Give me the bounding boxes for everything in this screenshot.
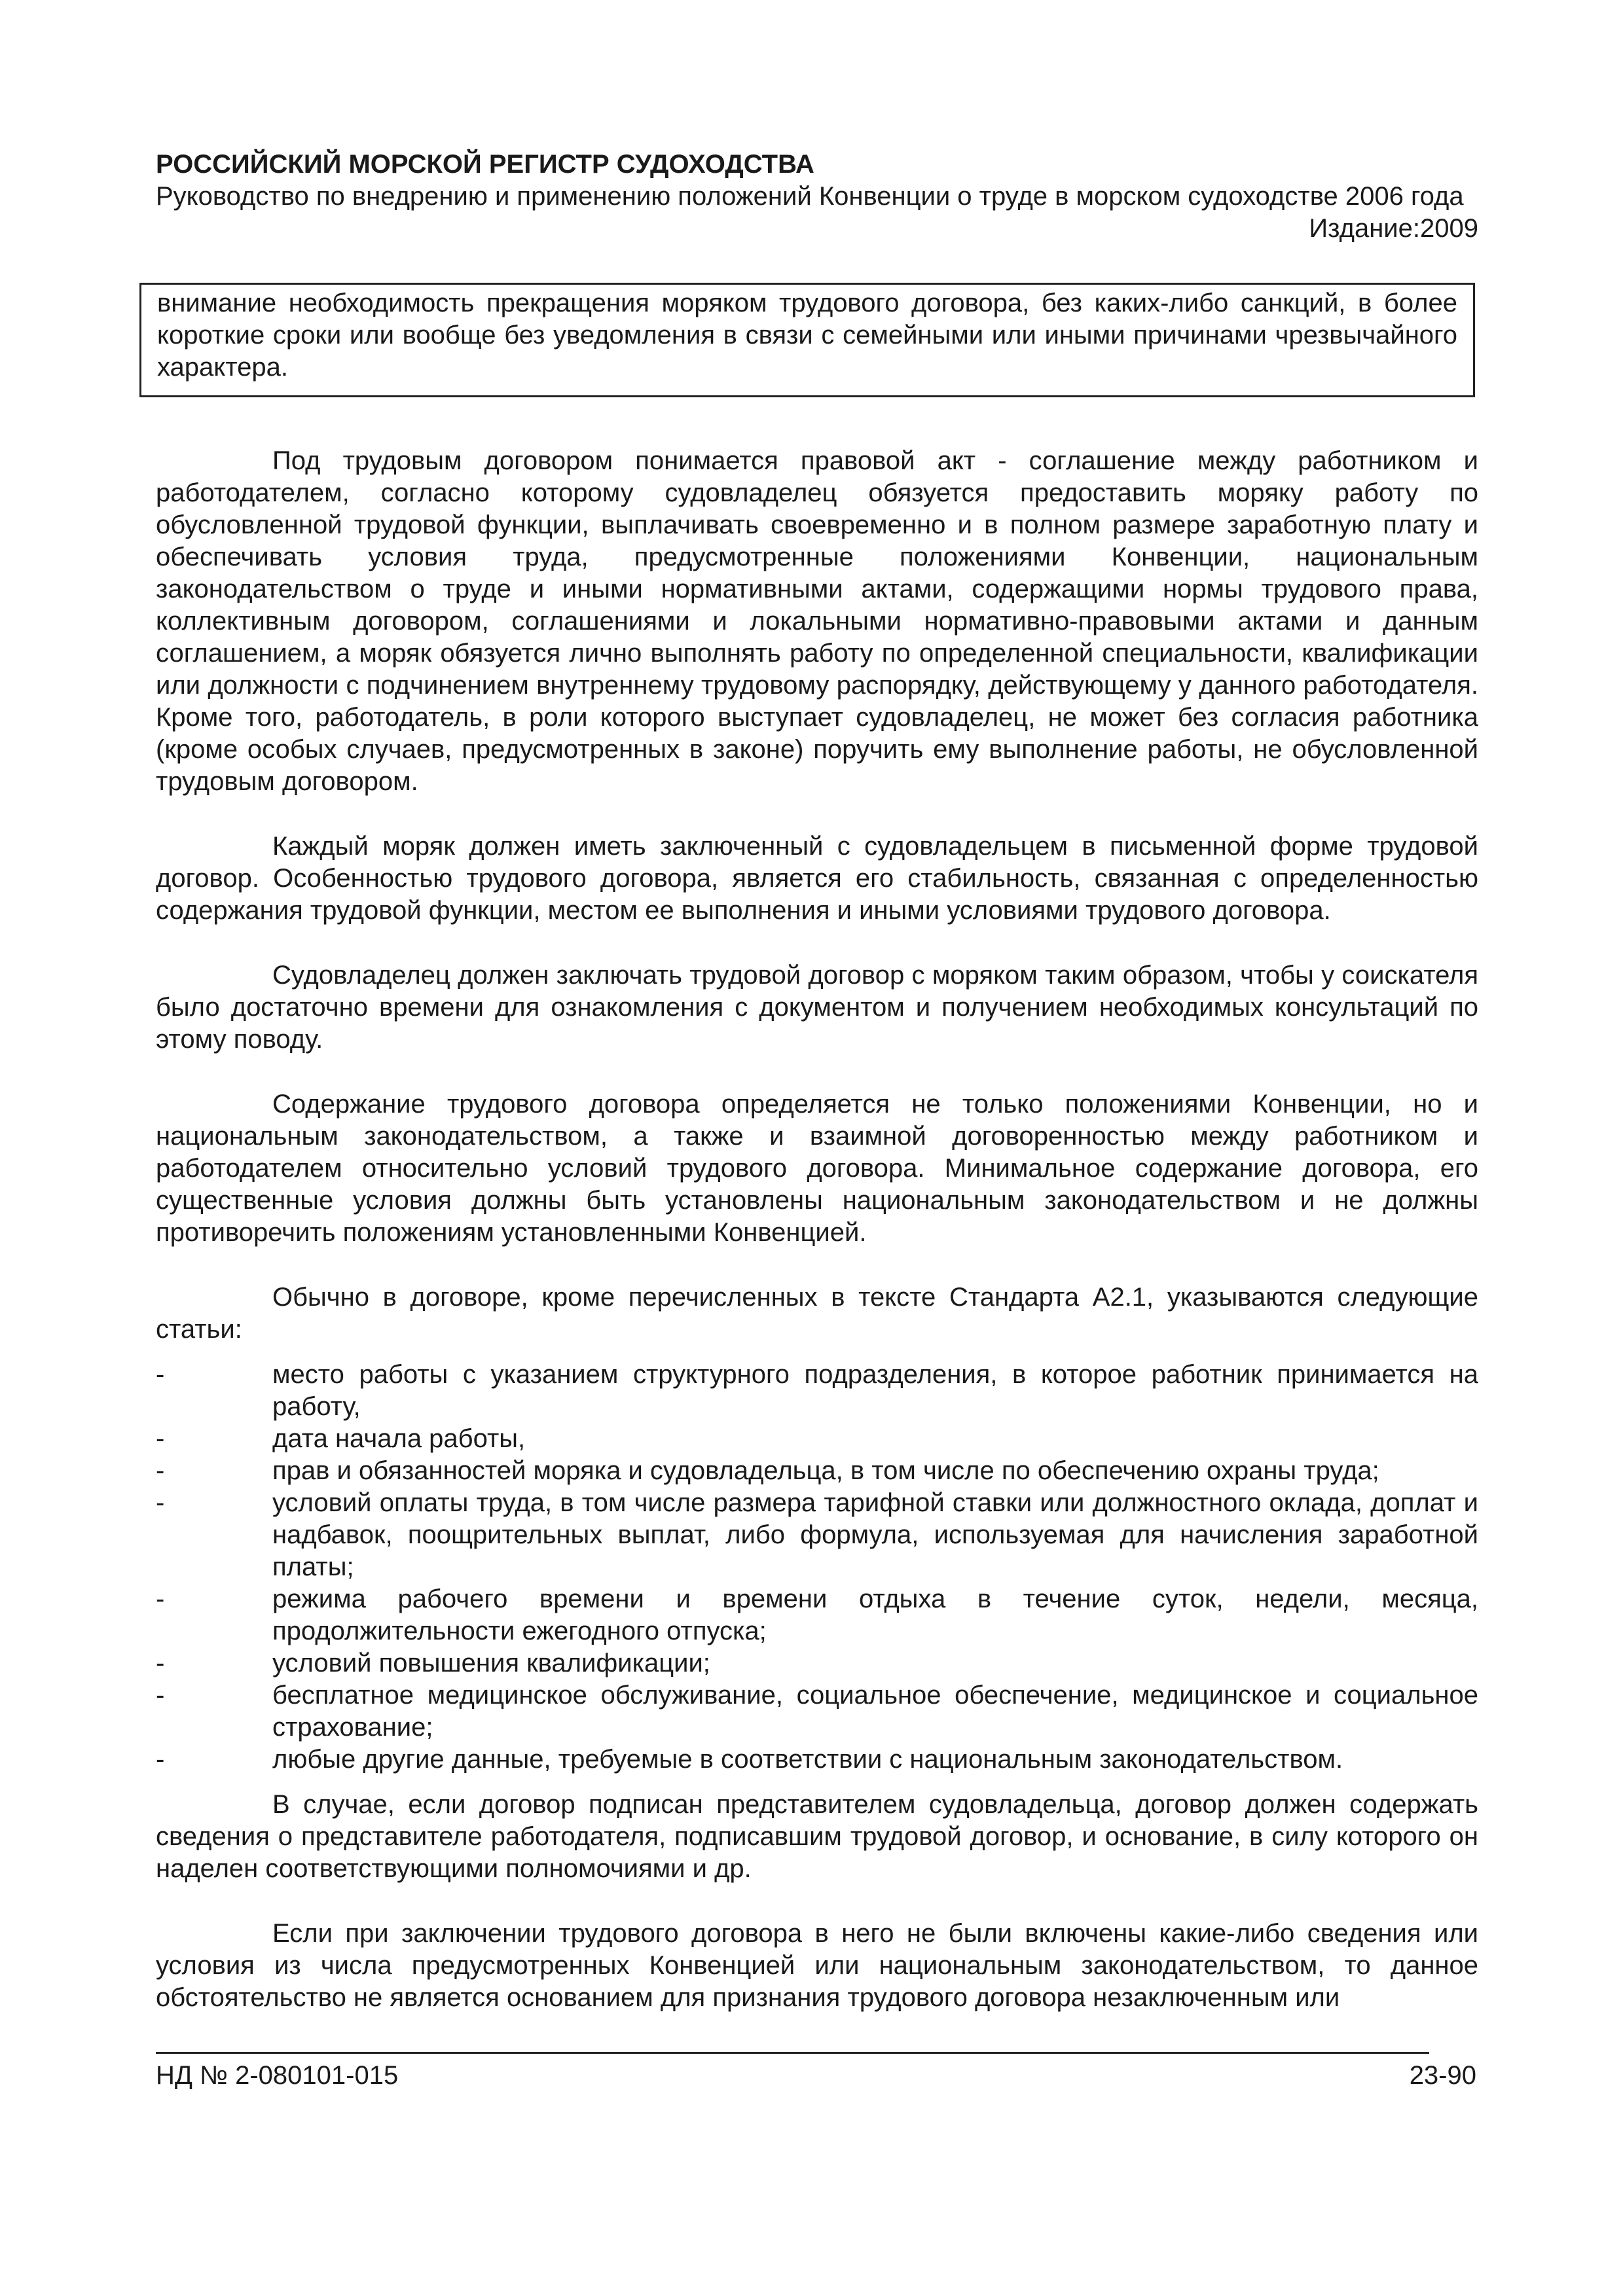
list-dash: - <box>156 1424 165 1453</box>
contract-articles-list <box>156 1359 1478 1776</box>
boxed-text: внимание необходимость прекращения моряком трудового договора, без каких-либо санкций, в более короткие сроки или вообще без уведомления в связи с семейными или иными причинами чрезвычайного характера. <box>139 283 1475 397</box>
page-header <box>156 148 1478 245</box>
list-dash: - <box>156 1456 165 1485</box>
list-item-text: прав и обязанностей моряка и судовладельца, в том числе по обеспечению охраны труда; <box>272 1456 1379 1485</box>
document-subtitle: Руководство по внедрению и применению положений Конвенции о труде в морском судоходстве 2006 года <box>156 182 1464 211</box>
paragraph-4: Содержание трудового договора определяется не только положениями Конвенции, но и национальным законодательством, а также и взаимной договоренностью между работником и работодателем относительно условий трудового договора. Минимальное содержание договора, его существенные условия должны быть установлены национальным законодательством и не должны противоречить положениям установленными Конвенцией. <box>156 1090 1478 1247</box>
list-item <box>156 1679 1478 1744</box>
list-item <box>156 1583 1478 1647</box>
list-item-text: условий повышения квалификации; <box>272 1649 710 1677</box>
list-item <box>156 1455 1478 1487</box>
list-dash: - <box>156 1745 165 1774</box>
list-item <box>156 1487 1478 1583</box>
list-item-text: режима рабочего времени и времени отдыха в течение суток, недели, месяца, продолжительности ежегодного отпуска; <box>272 1585 1478 1645</box>
document-number: НД № 2-080101-015 <box>156 2061 399 2090</box>
paragraph-5: Обычно в договоре, кроме перечисленных в тексте Стандарта А2.1, указываются следующие статьи: <box>156 1283 1478 1344</box>
list-item-text: место работы с указанием структурного подразделения, в которое работник принимается на работу, <box>272 1360 1478 1421</box>
edition-label: Издание:2009 <box>1309 214 1478 243</box>
paragraph-3: Судовладелец должен заключать трудовой договор с моряком таким образом, чтобы у соискателя было достаточно времени для ознакомления с документом и получением необходимых консультаций по этому поводу. <box>156 961 1478 1054</box>
footer-divider <box>156 2052 1429 2054</box>
document-body <box>156 445 1478 2047</box>
list-item <box>156 1423 1478 1455</box>
list-dash: - <box>156 1488 165 1517</box>
list-dash: - <box>156 1681 165 1710</box>
page-number: 23-90 <box>1409 2061 1476 2090</box>
list-item <box>156 1359 1478 1423</box>
list-item-text: дата начала работы, <box>272 1424 526 1453</box>
list-dash: - <box>156 1360 165 1389</box>
organization-title: РОССИЙСКИЙ МОРСКОЙ РЕГИСТР СУДОХОДСТВА <box>156 150 814 179</box>
paragraph-6: В случае, если договор подписан представителем судовладельца, договор должен содержать сведения о представителе работодателя, подписавшим трудовой договор, и основание, в силу которого он наделен соответствующими полномочиями и др. <box>156 1790 1478 1883</box>
list-item-text: бесплатное медицинское обслуживание, социальное обеспечение, медицинское и социальное страхование; <box>272 1681 1478 1742</box>
paragraph-7: Если при заключении трудового договора в него не были включены какие-либо сведения или условия из числа предусмотренных Конвенцией или национальным законодательством, то данное обстоятельство не является основанием для признания трудового договора незаключенным или <box>156 1919 1478 2012</box>
list-item <box>156 1744 1478 1776</box>
list-item-text: любые другие данные, требуемые в соответствии с национальным законодательством. <box>272 1745 1343 1774</box>
paragraph-1: Под трудовым договором понимается правовой акт - соглашение между работником и работодателем, согласно которому судовладелец обязуется предоставить моряку работу по обусловленной трудовой функции, выплачивать своевременно и в полном размере заработную плату и обеспечивать условия труда, предусмотренные положениями Конвенции, национальным законодательством о труде и иными нормативными актами, содержащими нормы трудового права, коллективным договором, соглашениями и локальными нормативно-правовыми актами и данным соглашением, а моряк обязуется лично выполнять работу по определенной специальности, квалификации или должности с подчинением внутреннему трудовому распорядку, действующему у данного работодателя. Кроме того, работодатель, в роли которого выступает судовладелец, не может без согласия работника (кроме особых случаев, предусмотренных в законе) поручить ему выполнение работы, не обусловленной трудовым договором. <box>156 446 1478 796</box>
paragraph-2: Каждый моряк должен иметь заключенный с судовладельцем в письменной форме трудовой договор. Особенностью трудового договора, является его стабильность, связанная с определенностью содержания трудовой функции, местом ее выполнения и иными условиями трудового договора. <box>156 832 1478 925</box>
list-dash: - <box>156 1649 165 1677</box>
list-item <box>156 1647 1478 1679</box>
list-dash: - <box>156 1585 165 1613</box>
list-item-text: условий оплаты труда, в том числе размера тарифной ставки или должностного оклада, доплат и надбавок, поощрительных выплат, либо формула, используемая для начисления заработной платы; <box>272 1488 1478 1581</box>
